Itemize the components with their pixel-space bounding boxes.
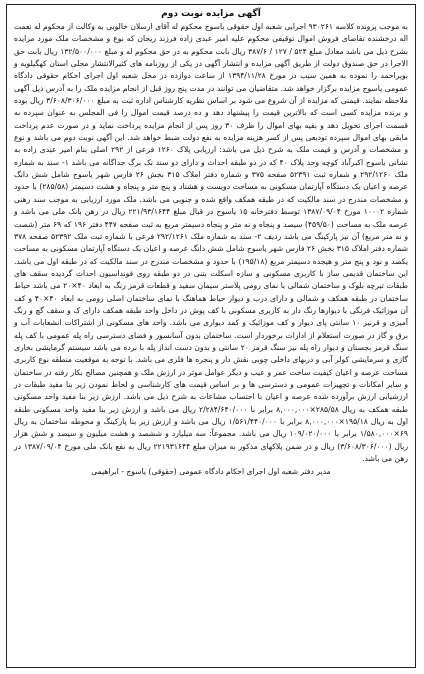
- notice-signature: مدیر دفتر شعبه اول اجرای احکام دادگاه عمومی (حقوقی) یاسوج - ابراهیمی: [91, 467, 331, 477]
- notice-title: آگهی مزایده نوبت دوم: [161, 9, 261, 19]
- notice-body: به موجب پرونده کلاسه ۹۳۰۲۶۱ اجرایی شعبه اول حقوقی یاسوج محکوم له آقای ارسلان خالویی به وکالت از محکوم له نعمت اله درخشنده تقاضای فروش اموال توقیفی محکوم علیه امیر عبدی زاده فرزند ریحان که نوع و مشخصات ملک مورد مزایده بشرح ذیل می باشد معادل مبلغ ۵۲۴ / ۱۲۷ / ۳۸۷/۶ ریال بابت محکوم به در حق محکوم له و مبلغ ۱۳۲/۵۰۰/۰۰۰ ریال بابت حق الاجرا در حق صندوق دولت از طریق آگهی مزایده و انتشار آگهی در یکی از روزنامه های کثیرالانتشار محلی استان کهگیلویه و بویراحمد را نموده به همین سبب در مورخ ۱۳۹۴/۱۱/۲۸ از ساعت دوازده در محل شعبه اول اجرای احکام حقوقی دادگاه عمومی یاسوج مزایده برگزار خواهد شد. متقاضیان می توانند در مدت پنج روز قبل از انجام مزایده ملک را به آدرس ذیل آگهی ملاحظه نمایند. قیمتی که مزایده از آن شروع می شود بر اساس نظریه کارشناس اداره ثبت به مبلغ ۳/۶۰۸/۳۰۶/۰۰۰ ریال بوده و برنده مزایده کسی است که بالاترین قیمت را پیشنهاد دهد و ده درصد قیمت اموال را فی المجلس به عنوان سپرده به قسمت اجرای تحویل دهد و بقیه بهای اموال را ظرف ۳۰ روز پس از انجام مزایده پرداخت نماید و در صورت عدم پرداخت مابقی بهای اموال سپرده تودیعی پس از کسر هزینه مزایده به نفع دولت ضبط خواهد شد. این آگهی نوبت دوم می باشد و نوع و مشخصات و آدرس و قیمت ملک به شرح ذیل می باشد: ارزیابی پلاک ۱۲۶۰ فرعی از ۲۹۲ اصلی بنام امیر عبدی زاده به نشانی یاسوج اکبرآباد کوچه وحد پلاک ۴۰ که در دو طبقه احداث و دارای دو سند تک برگ جداگانه می باشد ۱- سند به شماره ملک ۲۹۲/۱۲۶۰ و شماره ثبت ۵۲۳۹۱ صفحه ۳۷۵ و شماره دفتر املاک ۳۱۵ بخش ۲۶ فارس شهر یاسوج شامل شش دانگ عرصه و اعیان یک دستگاه آپارتمان مسکونی به مساحت دویست و هشتاد و پنج متر و پنجاه و هشت دسیمتر (۲۸۵/۵۸) با حدود و مشخصات مندرج در سند مالکیت که در طبقه همکف واقع شده و جنوبی می باشد. ملک مورد ارزیابی به موجب سند رهنی شماره ۱۰۰۰۲ مورخ ۱۳۸۷/۰۹/۰۴ توسط دفترخانه ۱۵ یاسوج در قبال مبلغ ۲۲۱/۹۳/۱۶۴۴ ریال در رهن بانک ملی می باشد و عرصه ملک به مساحت (۴۵۹/۵۰) سیصد و پنجاه و نه متر و پنجاه دسیمتر مربع به ثبت صفحه ۴۴۷ دفتر ۱۹۶ که ۶۹ متر (شصت و نه متر مربع) آن نیز پارکینگ می باشد ردیف ۲- سند به شماره ملک ۲۹۲/۱۲۶۱ فرعی با شماره ثبت ملک ۵۲۳۹۲ صفحه ۳۷۸ شماره دفتر املاک ۳۱۵ بخش ۲۶ فارس شهر یاسوج شامل شش دانگ عرصه و اعیان یک دستگاه آپارتمان مسکونی به مساحت یکصد و نود و پنج متر و هیجده دسیمتر مربع (۱۹۵/۱۸) با حدود و مشخصات مندرج در سند مالکیت که در طبقه اول می باشد. این ساختمان قدیمی ساز با کاربری مسکونی و سازه اسکلت بتنی در دو طبقه روی فونداسیون احداث گردیده سقف های طبقات تیرچه بلوک و ساختمان شمالی با نمای رومی پلاستر سیمان سفید و قطعات قرمز رنگ به ابعاد ۴۰×۲۰ می باشد حیاط ساختمان در طبقه همکف و شمالی و دارای درب و دیوار حیاط هماهنگ با نمای ساختمان اصلی رومی به ابعاد ۴۰×۴۰ و کف آن موزائیک فرنگی با دیوارها رنگ دار به کاربری مسکونی با کف پوش در داخل واحد طبقه همکف دارای ک و سقف گچ و رنگ آمیزی و قرنیز ۱۰ سانتی پای دیوار و کف موزائیک و کمد دیواری می باشد. واحد های مسکونی از اشتراکات انشعابات آب و برق و گاز در صورت استعلام از ادارات برخوردار است. ساختمان بدون آسانسور و فضای دسترسی راه پله عمومی با کف پله سنگ قرمز بجستان و دیوار راه پله نیز سنگ قرمز ۲۰ سانتی و بدون دست انداز پله با نرده می باشد سیستم گرمایشی بخاری گازی و سرمایشی کولر آبی و دربهای داخلی چوبی نقش دار و پنجره ها فلزی می باشد. با توجه به موقعیت منطقه نوع کاربری مساحت عرصه و اعیان کیفیت ساخت عمر و عیب و دیگر عوامل موثر در ارزش ملک و همچنین مصالح بکار رفته در ساختمان و سایر امکانات و تجهیزات عمومی و دسترسی ها و بر اساس قیمت های کارشناسی و لحاظ نمودن زیر بنا مفید طبقات در ارزشیابی ارزش برآورده شده عرصه و اعیان با احتساب مشاعات به شرح ذیل می باشد. ارزش زیر بنا مفید واحد مسکونی طبقه همکف به ریال ۲۸۵/۵۸×۸,۰۰۰,۰۰۰ برابر با ۲/۲۸۴/۶۴۰/۰۰۰ ریال می باشد و ارزش زیر بنا مفید واحد مسکونی طبقه اول به ریال ۱۹۵/۱۸×۸,۰۰۰,۰۰۰ برابر با ۱/۵۶۱/۴۴۰/۰۰۰ ریال می باشد و ارزش زیر بنا پارکینگ و محوطه ساختمان به ریال ۶۹×۱/۵۸۰,۰۰۰ برابر با ۱۰۹/۰۲۰/۰۰۰ ریال می باشد. مجموعاً: سه میلیارد و ششصد و هشت میلیون و سیصد و شش هزار ریال (۳/۶۰۸/۳۰۶/۰۰۰) ریال و در ضمن پلاکهای مذکور به میزان مبلغ ۲۲۱۹۳۱۶۴۴ ریال به نفع بانک ملی مورخ ۱۳۸۷/۰۹/۰۴ در رهن می باشد.: [14, 22, 409, 464]
- auction-notice: [6, 4, 416, 668]
